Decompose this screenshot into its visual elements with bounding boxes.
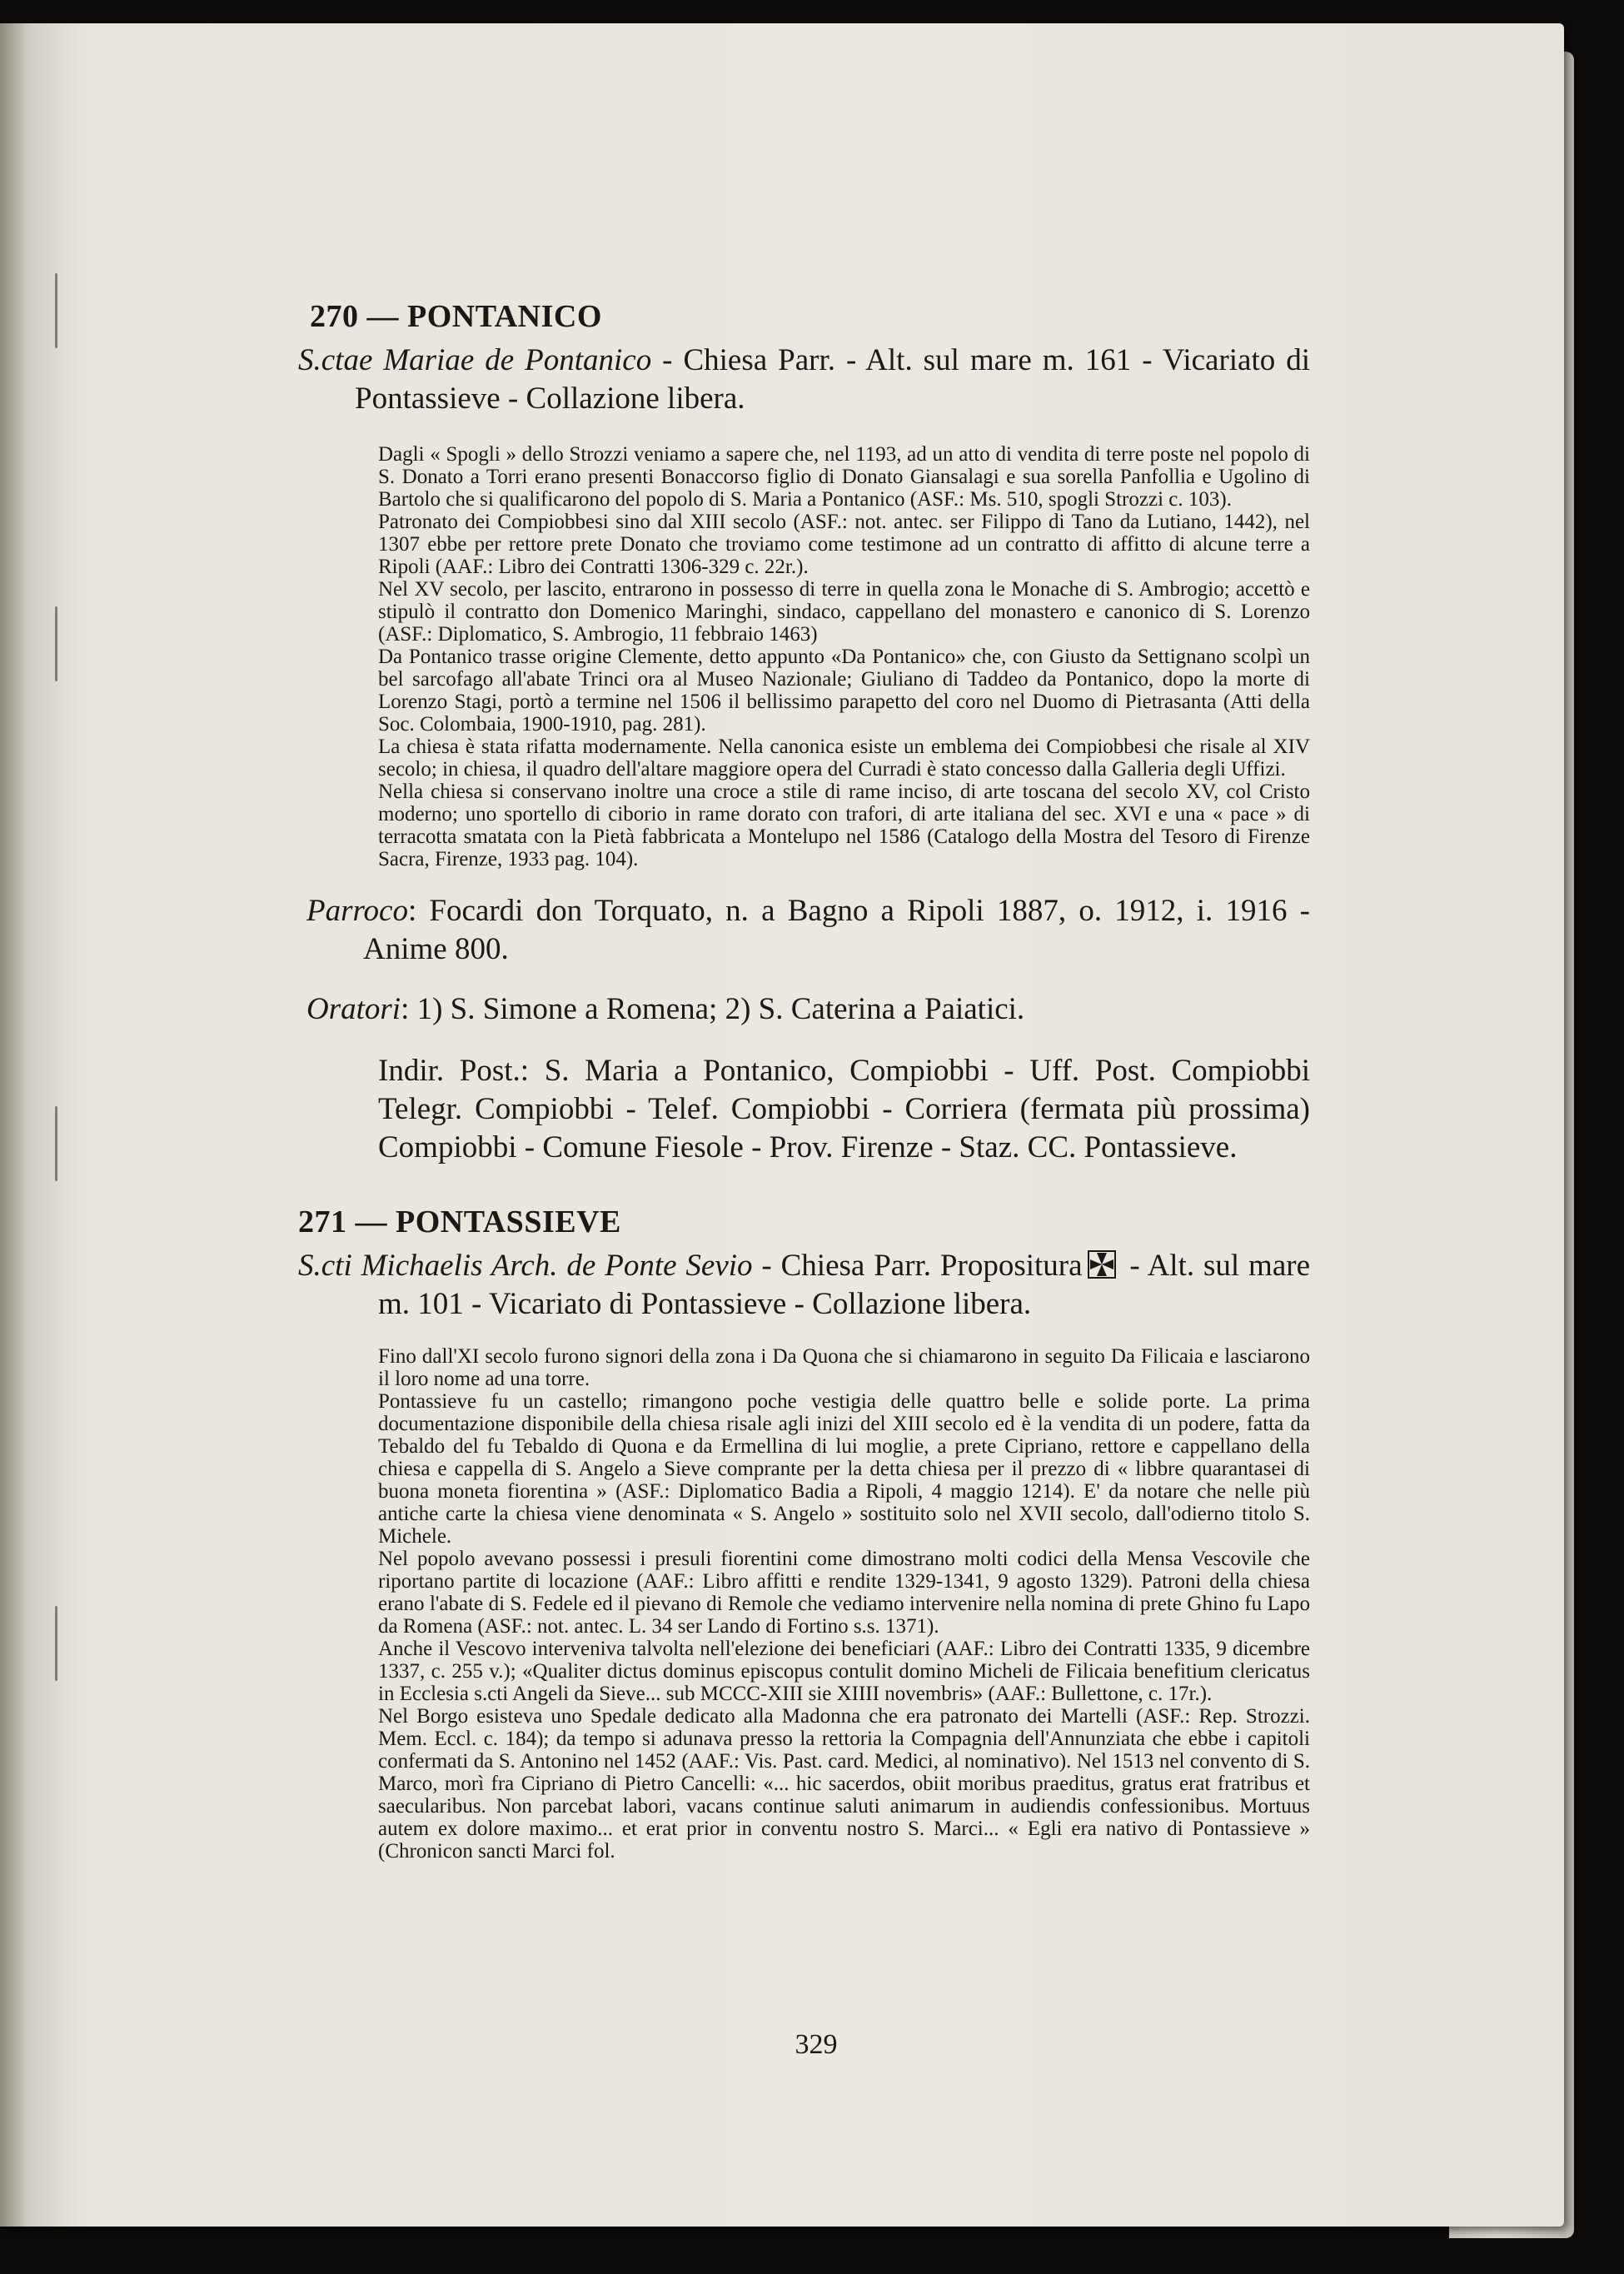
note-paragraph: La chiesa è stata rifatta modernamente. Nella canonica esiste un emblema dei Compiobbesi che risale al XIV secolo; in chiesa, il quadro dell'altare maggiore opera del Curradi è stato concesso dalla Galleria degli Uffizi. xyxy=(378,736,1310,780)
historical-notes xyxy=(378,443,1310,870)
entry-heading: 270 — PONTANICO xyxy=(310,299,602,334)
entry-heading: 271 — PONTASSIEVE xyxy=(298,1204,621,1239)
oratori-line xyxy=(306,990,1310,1029)
intro-text: - Chiesa Parr. Propositura xyxy=(752,1249,1083,1283)
binding-stitch xyxy=(55,606,57,681)
entry-intro xyxy=(298,1247,1310,1324)
note-paragraph: Nel XV secolo, per lascito, entrarono in possesso di terre in quella zona le Monache di S. Ambrogio; accettò e stipulò il contratto don Domenico Maringhi, sindaco, cappellano del monastero e canonico di S. Lorenzo (ASF.: Diplomatico, S. Ambrogio, 11 febbraio 1463) xyxy=(378,578,1310,646)
parroco-label: Parroco xyxy=(306,894,408,928)
note-paragraph: Pontassieve fu un castello; rimangono poche vestigia delle quattro belle e solide porte. La prima documentazione disponibile della chiesa risale agli inizi del XIII secolo ed è la vendita di un podere, fatta da Tebaldo del fu Tebaldo di Quona e da Ermellina di lui moglie, a prete Cipriano, rettore e cappellano della chiesa e cappella di S. Angelo a Sieve comprante per la detta chiesa per il prezzo di « libbre quarantasei di buona moneta fiorentina » (ASF.: Diplomatico Badia a Ripoli, 4 maggio 1214). E' da notare che nelle più antiche carte la chiesa viene denominata « S. Angelo » sostituito solo nel XVII secolo, dall'odierno titolo S. Michele. xyxy=(378,1390,1310,1548)
note-paragraph: Nel popolo avevano possessi i presuli fiorentini come dimostrano molti codici della Mensa Vescovile che riportano partite di locazione (AAF.: Libro affitti e rendite 1329-1341, 9 agosto 1329). Patroni della chiesa erano l'abate di S. Fedele ed il pievano di Remole che vediamo intervenire nella nomina di prete Ghino fu Lapo da Romena (ASF.: not. antec. L. 34 ser Lando di Fortino s.s. 1371). xyxy=(378,1548,1310,1638)
note-paragraph: Nella chiesa si conservano inoltre una croce a stile di rame inciso, di arte toscana del secolo XV, col Cristo moderno; uno sportello di ciborio in rame dorato con trafori, di arte italiana del sec. XVI e una « pace » di terracotta smatata con la Pietà fabbricata a Montelupo nel 1586 (Catalogo della Mostra del Tesoro di Firenze Sacra, Firenze, 1933 pag. 104). xyxy=(378,780,1310,870)
latin-title: S.ctae Mariae de Pontanico xyxy=(298,343,652,377)
intro-text: - Alt. sul mare m. 101 - Vicariato di Pontassieve - Collazione libera. xyxy=(378,1249,1310,1321)
page-number: 329 xyxy=(795,2029,838,2060)
note-paragraph: Anche il Vescovo interveniva talvolta nell'elezione dei beneficiari (AAF.: Libro dei Contratti 1335, 9 dicembre 1337, c. 255 v.); «Qualiter dictus dominus episcopus contulit domino Micheli de Filicaia benefitium clericatus in Ecclesia s.cti Angeli da Sieve... sub MCCC-XIII sie XIIII novembris» (AAF.: Bullettone, c. 17r.). xyxy=(378,1638,1310,1705)
latin-title: S.cti Michaelis Arch. de Ponte Sevio xyxy=(298,1249,753,1283)
parroco-text: : Focardi don Torquato, n. a Bagno a Ripoli 1887, o. 1912, i. 1916 - Anime 800. xyxy=(363,894,1310,966)
note-paragraph: Patronato dei Compiobbesi sino dal XIII secolo (ASF.: not. antec. ser Filippo di Tano da Lutiano, 1442), nel 1307 ebbe per rettore prete Donato che troviamo come testimone ad un contratto di affitto di alcune terre a Ripoli (AAF.: Libro dei Contratti 1306-329 c. 22r.). xyxy=(378,511,1310,578)
entry-271 xyxy=(298,1204,1310,1863)
parroco-line xyxy=(306,892,1310,969)
entry-intro xyxy=(298,342,1310,418)
entry-270 xyxy=(298,298,1310,1167)
note-paragraph: Dagli « Spogli » dello Strozzi veniamo a sapere che, nel 1193, ad un atto di vendita di terre poste nel popolo di S. Donato a Torri erano presenti Bonaccorso figlio di Donato Giansalagi e sua sorella Panfollia e Ugolino di Bartolo che si qualificarono del popolo di S. Maria a Pontanico (ASF.: Ms. 510, spogli Strozzi c. 103). xyxy=(378,443,1310,511)
postal-address: Indir. Post.: S. Maria a Pontanico, Compiobbi - Uff. Post. Compiobbi Telegr. Compiobbi - Telef. Compiobbi - Corriera (fermata più prossima) Compiobbi - Comune Fiesole - Prov. Firenze - Staz. CC. Pontassieve. xyxy=(378,1054,1310,1164)
binding-stitch xyxy=(55,1606,57,1681)
binding-stitch xyxy=(55,273,57,348)
historical-notes xyxy=(378,1345,1310,1863)
binding-stitch xyxy=(55,1106,57,1181)
note-paragraph: Fino dall'XI secolo furono signori della zona i Da Quona che si chiamarono in seguito Da Filicaia e lasciarono il loro nome ad una torre. xyxy=(378,1345,1310,1390)
page-gutter xyxy=(0,23,23,2227)
book-page xyxy=(0,23,1564,2227)
note-paragraph: Da Pontanico trasse origine Clemente, detto appunto «Da Pontanico» che, con Giusto da Settignano scolpì un bel sarcofago all'abate Trinci ora al Museo Nazionale; Giuliano di Taddeo da Pontanico, dopo la morte di Lorenzo Stagi, portò a termine nel 1506 il bellissimo parapetto del coro nel Duomo di Pietrasanta (Atti della Soc. Colombaia, 1900-1910, pag. 281). xyxy=(378,646,1310,736)
intro-text: - Chiesa Parr. - Alt. sul mare m. 161 - Vicariato di Pontassieve - Collazione libera. xyxy=(355,343,1310,416)
oratori-text: : 1) S. Simone a Romena; 2) S. Caterina a Paiatici. xyxy=(401,992,1025,1026)
maltese-cross-icon xyxy=(1088,1250,1116,1279)
page-content xyxy=(298,298,1310,1863)
note-paragraph: Nel Borgo esisteva uno Spedale dedicato alla Madonna che era patronato dei Martelli (ASF.: Rep. Strozzi. Mem. Eccl. c. 184); da tempo si adunava presso la rettoria la Compagnia dell'Annunziata che ebbe i capitoli confermati da S. Antonino nel 1452 (AAF.: Vis. Past. card. Medici, al nominativo). Nel 1513 nel convento di S. Marco, morì fra Cipriano di Pietro Cancelli: «... hic sacerdos, obiit moribus praeditus, gratus erat fratribus et saecularibus. Non parcebat labori, vacans continue saluti animarum in audiendis confessionibus. Mortuus autem ex dolore maximo... et erat prior in conventu nostro S. Marci... « Egli era nativo di Pontassieve » (Chronicon sancti Marci fol. xyxy=(378,1705,1310,1863)
oratori-label: Oratori xyxy=(306,992,401,1026)
